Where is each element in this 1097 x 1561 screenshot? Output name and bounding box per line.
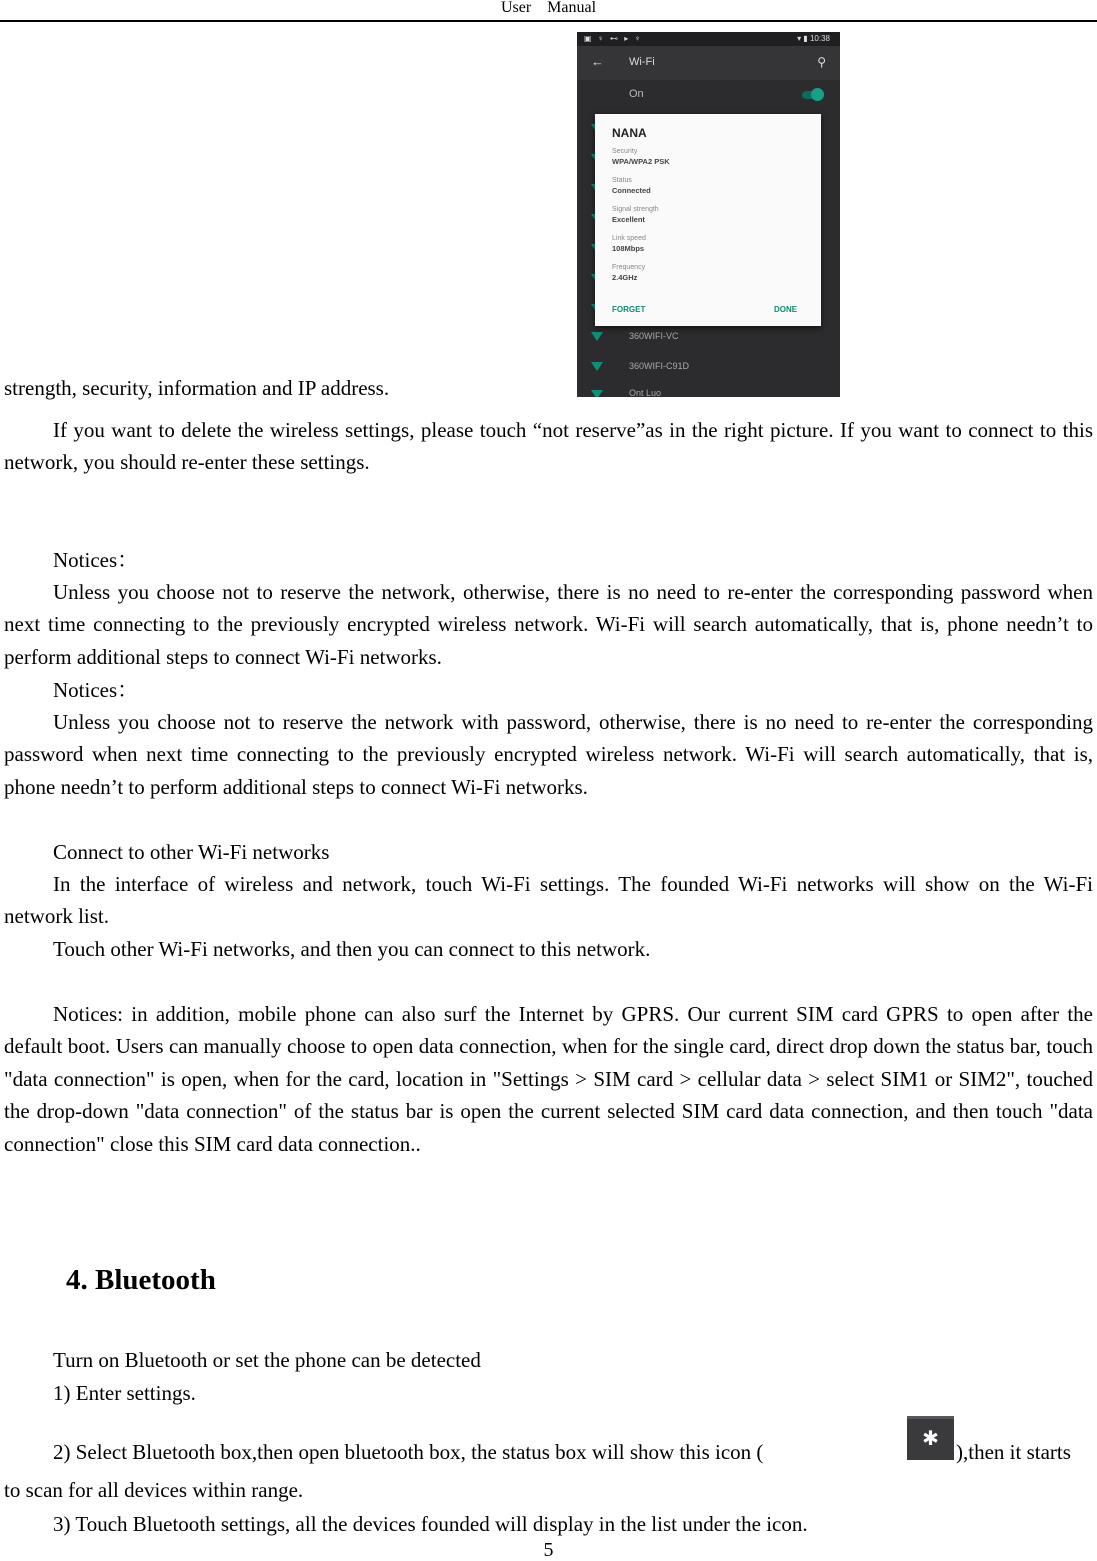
wifi-screenshot <box>577 32 840 397</box>
header-left: User <box>500 0 532 16</box>
search-icon[interactable]: ⚲ <box>817 55 826 69</box>
status-icons-left: ▣ ♆ ⊷ ▸ ♆ <box>584 34 643 43</box>
forget-button[interactable]: FORGET <box>612 305 646 314</box>
field-value: Connected <box>612 186 651 195</box>
back-arrow-icon[interactable]: ← <box>591 54 604 69</box>
bluetooth-step-2-start: 2) Select Bluetooth box,then open bluetooth box, the status box will show this icon ( <box>53 1440 764 1464</box>
bluetooth-step-2-end: ),then it starts <box>956 1440 1071 1464</box>
status-bar <box>577 32 840 46</box>
status-clock: ▾ ▮ 10:38 <box>797 34 830 43</box>
wifi-on-label: On <box>629 88 644 100</box>
done-button[interactable]: DONE <box>774 305 798 314</box>
wifi-signal-icon <box>591 332 603 341</box>
field-label: Link speed <box>612 235 646 242</box>
bluetooth-intro: Turn on Bluetooth or set the phone can be detected <box>53 1348 481 1372</box>
bluetooth-step-1: 1) Enter settings. <box>53 1381 196 1405</box>
paragraph-touch-other: Touch other Wi-Fi networks, and then you can connect to this network. <box>53 937 651 961</box>
bluetooth-step-3: 3) Touch Bluetooth settings, all the devices founded will display in the list under the icon. <box>53 1512 808 1536</box>
section-heading-bluetooth: 4. Bluetooth <box>66 1264 216 1296</box>
app-bar-title: Wi-Fi <box>629 56 655 68</box>
wifi-signal-icon <box>591 362 603 371</box>
wifi-on-row[interactable] <box>577 80 840 110</box>
paragraph-notice-2: Unless you choose not to reserve the network with password, otherwise, there is no need to re-enter the corresponding password when next time connecting to the previously encrypted wireless network. Wi-Fi will search automatically, that is, phone needn’t to perform additional steps to connect Wi-Fi networks. <box>4 710 1093 799</box>
connect-other-heading: Connect to other Wi-Fi networks <box>53 840 330 864</box>
wifi-toggle[interactable] <box>802 91 822 99</box>
paragraph-notice-1: Unless you choose not to reserve the network, otherwise, there is no need to re-enter the corresponding password when next time connecting to the previously encrypted wireless network. Wi-Fi will search automatically, that is, phone needn’t to perform additional steps to connect Wi-Fi networks. <box>4 580 1093 669</box>
field-value: Excellent <box>612 215 645 224</box>
intro-tail: strength, security, information and IP address. <box>4 376 390 400</box>
field-label: Security <box>612 148 638 155</box>
field-label: Status <box>612 177 632 184</box>
field-label: Frequency <box>612 264 646 271</box>
page-number: 5 <box>543 1539 554 1561</box>
paragraph-gprs: Notices: in addition, mobile phone can also surf the Internet by GPRS. Our current SIM card GPRS to open after the default boot. Users can manually choose to open data connection, when for the single card, direct drop down the status bar, touch "data connection" is open, when for the card, location in "Settings > SIM card > cellular data > select SIM1 or SIM2", touched the drop-down "data connection" of the status bar is open the current selected SIM card data connection, and then touch "data connection" close this SIM card data connection.. <box>4 1002 1093 1156</box>
field-label: Signal strength <box>612 206 659 213</box>
bluetooth-step-2-cont: to scan for all devices within range. <box>4 1478 304 1502</box>
paragraph-delete-settings: If you want to delete the wireless settings, please touch “not reserve”as in the right picture. If you want to connect to this network, you should re-enter these settings. <box>4 418 1093 475</box>
bluetooth-icon: ✱ <box>907 1416 954 1460</box>
network-details-dialog <box>595 114 821 326</box>
page-header <box>0 0 1097 22</box>
field-value: 2.4GHz <box>612 273 638 282</box>
network-name[interactable]: 360WIFI-C91D <box>629 361 690 371</box>
dialog-title: NANA <box>612 126 647 140</box>
network-name[interactable]: 360WIFI-VC <box>629 331 679 341</box>
field-value: 108Mbps <box>612 244 645 253</box>
app-bar <box>577 46 840 80</box>
paragraph-interface: In the interface of wireless and network, touch Wi-Fi settings. The founded Wi-Fi networks will show on the Wi-Fi network list. <box>4 872 1093 929</box>
field-value: WPA/WPA2 PSK <box>612 157 670 166</box>
notices-heading-1: Notices： <box>53 548 139 572</box>
header-right: Manual <box>547 0 597 16</box>
notices-heading-2: Notices： <box>53 678 139 702</box>
network-name[interactable]: Ont Luo <box>629 388 662 397</box>
